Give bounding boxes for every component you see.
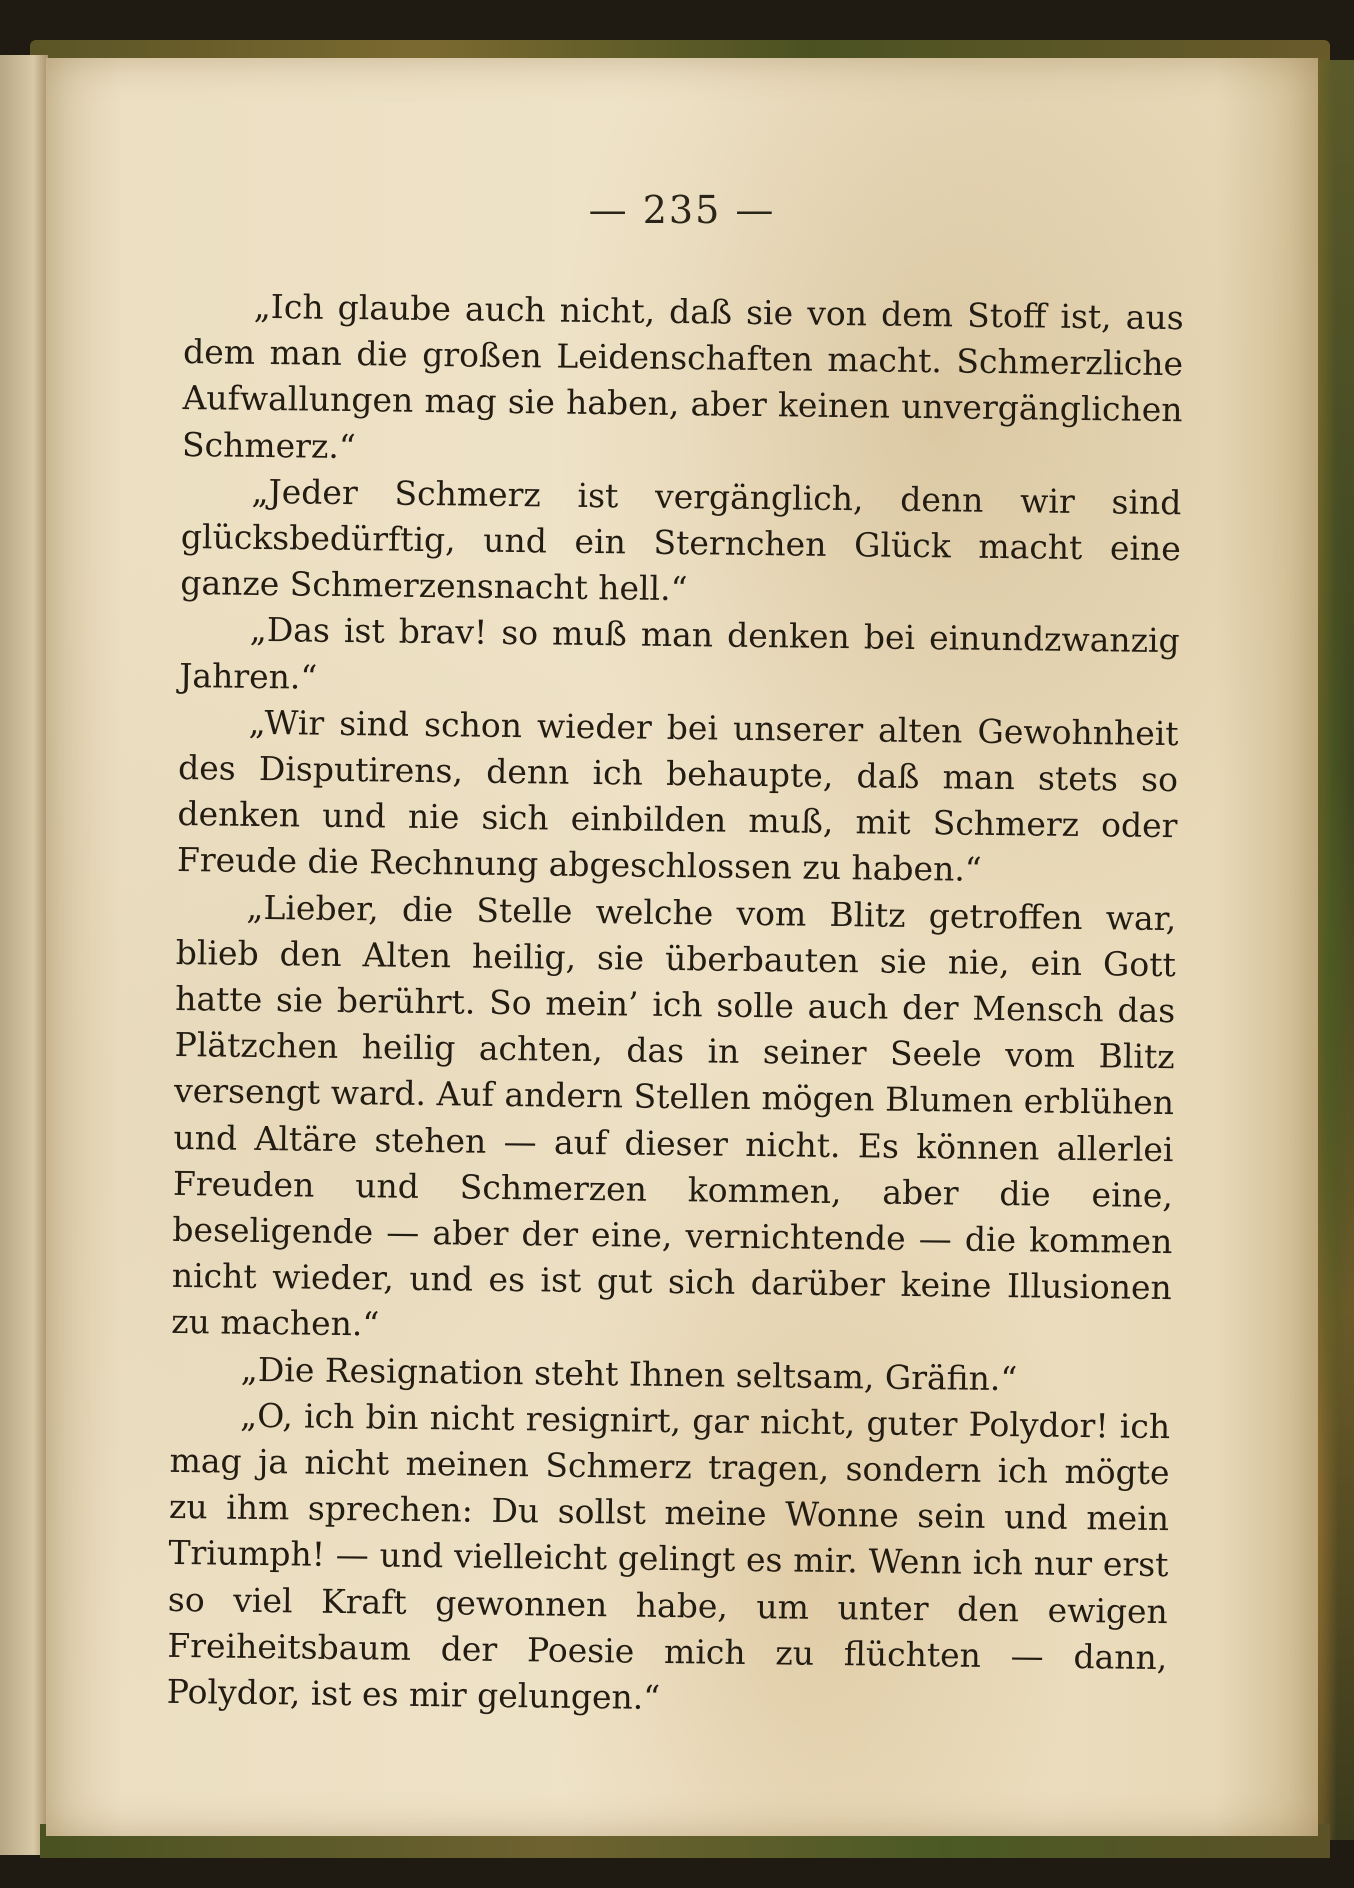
facing-page-edge <box>0 55 48 1855</box>
paragraph-3: „Das ist brav! so muß man denken bei einundzwanzig Jahren.“ <box>178 610 1180 697</box>
paragraph-5: „Lieber, die Stelle welche vom Blitz getroffen war, blieb den Alten heilig, sie überbauten sie nie, ein Gott hatte sie berührt. So mein’ ich solle auch der Mensch das Plätzchen heilig achten, das in seiner Seele vom Blitz versengt ward. Auf andern Stellen mögen Blumen erblühen und Altäre stehen — auf dieser nicht. Es können allerlei Freuden und Schmerzen kommen, aber die eine, beseligende — aber der eine, vernichtende — die kommen nicht wieder, und es ist gut sich darüber keine Illusionen zu machen.“ <box>171 887 1177 1344</box>
paragraph-7: „O, ich bin nicht resignirt, gar nicht, guter Polydor! ich mag ja nicht meinen Schmerz tragen, sondern ich mögte zu ihm sprechen: Du sollst meine Wonne sein und mein Triumph! — und vielleicht gelingt es mir. Wenn ich nur erst so viel Kraft gewonnen habe, um unter den ewigen Freiheitsbaum der Poesie mich zu flüchten — dann, Polydor, ist es mir gelungen.“ <box>166 1395 1171 1718</box>
paragraph-6: „Die Resignation steht Ihnen seltsam, Gräfin.“ <box>240 1349 1018 1398</box>
paragraph-4: „Wir sind schon wieder bei unserer alten Gewohnheit des Disputirens, denn ich behaupte, daß man stets so denken und nie sich einbilden muß, mit Schmerz oder Freude die Rechnung abgeschlossen zu haben.“ <box>176 702 1179 890</box>
paragraph-1: „Ich glaube auch nicht, daß sie von dem Stoff ist, aus dem man die großen Leidenschaften macht. Schmerzliche Aufwallungen mag sie haben, aber keinen unvergänglichen Schmerz.“ <box>181 286 1184 466</box>
paragraph-2: „Jeder Schmerz ist vergänglich, denn wir sind glücksbedürftig, und ein Sternchen Glück macht eine ganze Schmerzensnacht hell.“ <box>180 471 1182 609</box>
book-page <box>46 58 1318 1836</box>
page-number: — 235 — <box>588 188 776 232</box>
page-body-text <box>167 283 1184 1727</box>
